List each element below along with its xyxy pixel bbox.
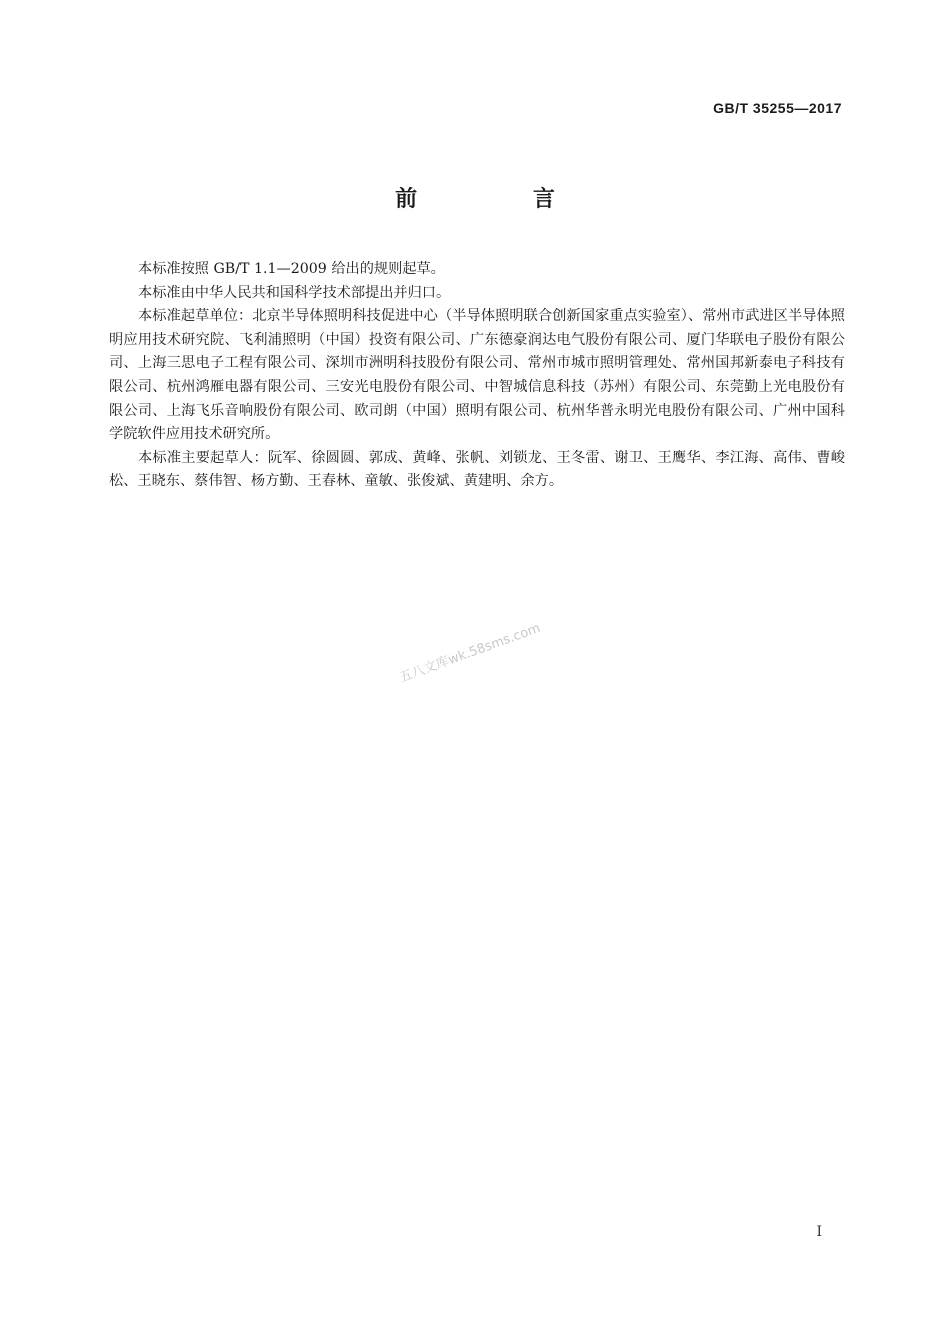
page-title: 前 言 (395, 187, 609, 212)
watermark: 五八文库wk.58sms.com (397, 620, 543, 686)
paragraph-proposer: 本标准由中华人民共和国科学技术部提出并归口。 (138, 284, 451, 301)
standard-code: GB/T 35255—2017 (713, 100, 842, 116)
paragraph-drafting-units: 本标准起草单位：北京半导体照明科技促进中心（半导体照明联合创新国家重点实验室）、常州市武进区半导体照明应用技术研究院、飞利浦照明（中国）投资有限公司、广东德豪润达电气股份有限公司、厦门华联电子股份有限公司、上海三思电子工程有限公司、深圳市洲明科技股份有限公司、常州市城市照明管理处、常州国邦新泰电子科技有限公司、杭州鸿雁电器有限公司、三安光电股份有限公司、中智城信息科技（苏州）有限公司、东莞勤上光电股份有限公司、上海飞乐音响股份有限公司、欧司朗（中国）照明有限公司、杭州华普永明光电股份有限公司、广州中国科学院软件应用技术研究所。 (109, 308, 845, 443)
paragraph-drafters: 本标准主要起草人：阮军、徐圆圆、郭成、黄峰、张帆、刘锁龙、王冬雷、谢卫、王鹰华、李江海、高伟、曹峻松、王晓东、蔡伟智、杨方勤、王春林、童敏、张俊斌、黄建明、余方。 (109, 449, 845, 490)
paragraph-drafting-rules: 本标准按照 GB/T 1.1—2009 给出的规则起草。 (138, 261, 445, 277)
foreword-body (109, 258, 845, 494)
page-number: I (816, 1224, 822, 1240)
